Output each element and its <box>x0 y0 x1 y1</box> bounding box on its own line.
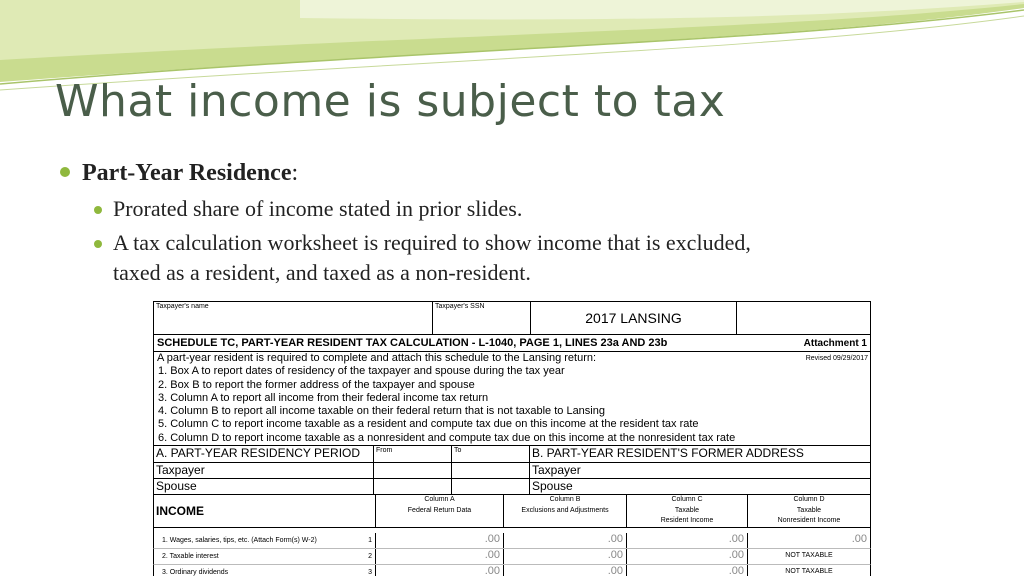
table-row <box>153 565 871 576</box>
table-row <box>153 549 871 565</box>
taxpayer-name-field: Taxpayer's name <box>154 302 433 334</box>
column-a-header: Column A Federal Return Data <box>376 495 504 527</box>
instruction-line: 2. Box B to report the former address of the taxpayer and spouse <box>158 378 475 391</box>
bullet-dot-icon <box>94 240 102 248</box>
form-year-title: 2017 LANSING <box>531 302 737 334</box>
spouse-label: Spouse <box>154 479 374 494</box>
column-d-header: Column D Taxable Nonresident Income <box>777 496 841 525</box>
income-line-label: 3. Ordinary dividends 3 <box>154 565 376 576</box>
bullet-dot-icon <box>94 206 102 214</box>
spouse-row <box>153 479 871 495</box>
bullet-colon: : <box>291 160 299 186</box>
instruction-line: 3. Column A to report all income from their federal income tax return <box>158 391 489 404</box>
sub-bullet-text: A tax calculation worksheet is required to show income that is excluded, <box>113 230 751 255</box>
taxpayer-to-field <box>452 463 530 478</box>
column-d-value: NOT TAXABLE <box>785 568 833 576</box>
slide-title: What income is subject to tax <box>55 76 726 127</box>
instruction-line: 4. Column B to report all income taxable on their federal return that is not taxable to Lansing <box>158 405 605 418</box>
sub-bullet-text-continued: taxed as a resident, and taxed as a non-resident. <box>113 260 531 285</box>
schedule-title: SCHEDULE TC, PART-YEAR RESIDENT TAX CALCULATION - L-1040, PAGE 1, LINES 23a AND 23b <box>157 337 668 349</box>
to-label: To <box>452 446 530 462</box>
table-row <box>153 533 871 549</box>
column-a-value: .00 <box>376 565 504 576</box>
spouse-from-field <box>374 479 452 494</box>
column-b-value: .00 <box>504 549 627 564</box>
income-header-row <box>153 495 871 528</box>
bullet-heading: Part-Year Residence <box>82 160 292 186</box>
from-label: From <box>374 446 452 462</box>
taxpayer-address-label: Taxpayer <box>532 463 581 478</box>
schedule-title-row <box>153 335 871 352</box>
column-a-value: .00 <box>376 533 504 548</box>
taxpayer-label: Taxpayer <box>154 463 374 478</box>
taxpayer-row <box>153 463 871 479</box>
sub-bullet-text: Prorated share of income stated in prior slides. <box>113 196 523 221</box>
form-header-blank <box>737 302 870 334</box>
column-d-value: NOT TAXABLE <box>785 552 833 560</box>
spouse-address-label: Spouse <box>532 479 573 494</box>
instruction-line: 1. Box A to report dates of residency of the taxpayer and spouse during the tax year <box>158 365 565 378</box>
column-b-value: .00 <box>504 533 627 548</box>
bullet-part-year-residence <box>60 156 1000 190</box>
bullet-dot-icon <box>60 167 70 177</box>
instructions-block <box>153 352 871 446</box>
column-c-value: .00 <box>627 549 748 564</box>
taxpayer-from-field <box>374 463 452 478</box>
instructions-intro: A part-year resident is required to complete and attach this schedule to the Lansing return: <box>157 352 597 364</box>
column-c-value: .00 <box>627 533 748 548</box>
column-d-value: .00 <box>851 533 867 546</box>
section-b-label: B. PART-YEAR RESIDENT'S FORMER ADDRESS <box>532 446 804 461</box>
column-b-header: Column B Exclusions and Adjustments <box>504 495 627 527</box>
column-b-value: .00 <box>504 565 627 576</box>
attachment-label: Attachment 1 <box>803 337 867 349</box>
revised-date: Revised 09/29/2017 <box>805 355 868 362</box>
column-c-header: Column C Taxable Resident Income <box>627 495 748 527</box>
instruction-line: 5. Column C to report income taxable as a resident and compute tax due on this income at the resident tax rate <box>158 418 699 431</box>
sub-bullet-worksheet <box>60 228 1000 288</box>
income-line-label: 2. Taxable interest 2 <box>154 549 376 564</box>
section-a-label: A. PART-YEAR RESIDENCY PERIOD <box>154 446 374 462</box>
tax-form-image <box>153 301 871 576</box>
income-label: INCOME <box>154 495 376 527</box>
instruction-line: 6. Column D to report income taxable as a nonresident and compute tax due on this income at the nonresident tax rate <box>158 431 736 444</box>
section-ab-row <box>153 446 871 463</box>
column-a-value: .00 <box>376 549 504 564</box>
bullet-list <box>60 156 1000 288</box>
taxpayer-ssn-field: Taxpayer's SSN <box>433 302 531 334</box>
form-header-row <box>153 301 871 335</box>
income-line-label: 1. Wages, salaries, tips, etc. (Attach Form(s) W-2) 1 <box>154 533 376 548</box>
spouse-to-field <box>452 479 530 494</box>
sub-bullet-prorated <box>60 194 1000 224</box>
column-c-value: .00 <box>627 565 748 576</box>
